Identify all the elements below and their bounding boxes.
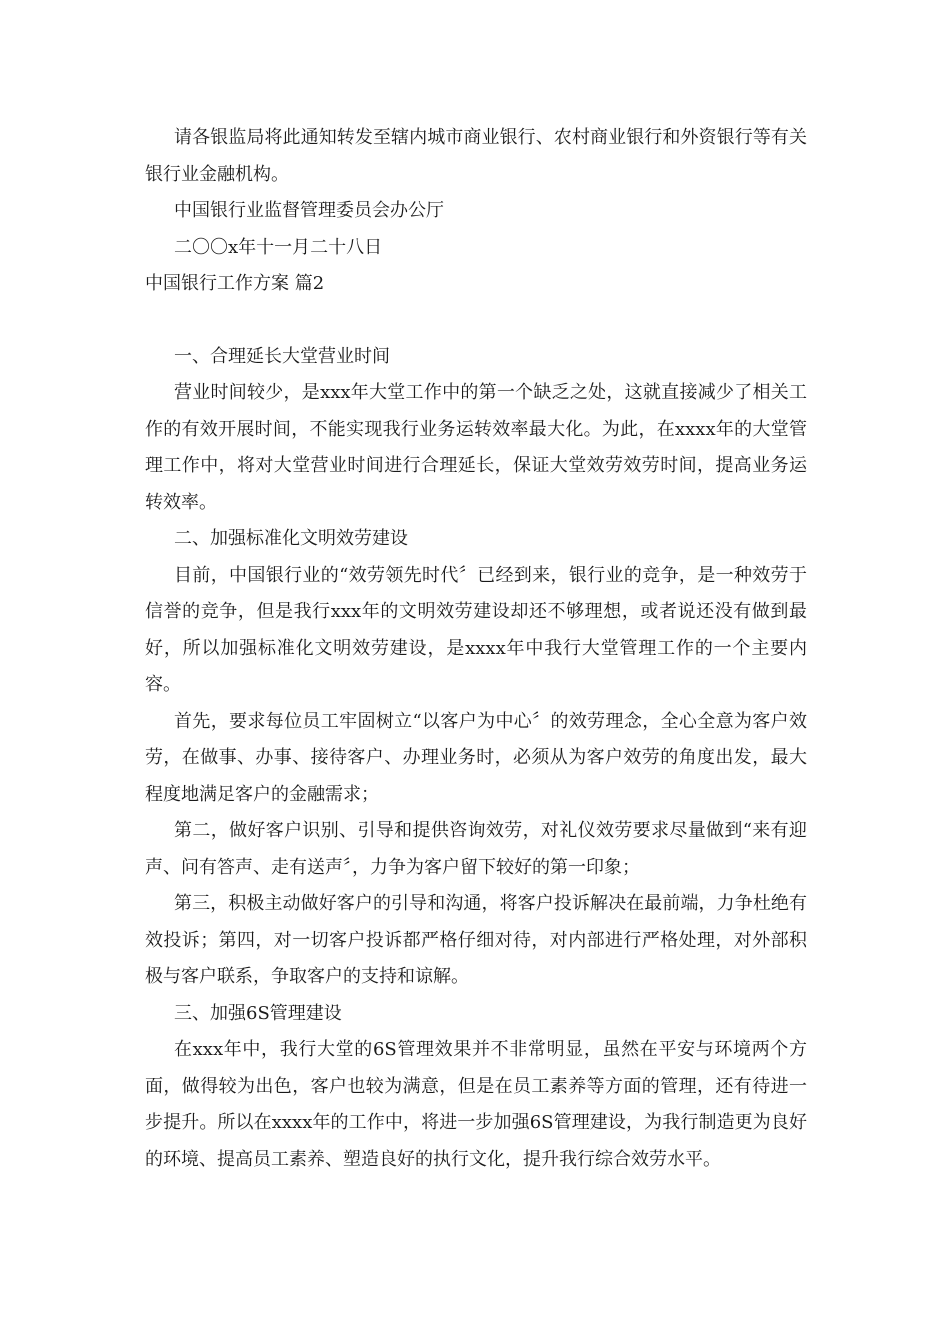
paragraph-third: 第三，积极主动做好客户的引导和沟通，将客户投诉解决在最前端，力争杜绝有效投诉；第四，对一切客户投诉都严格仔细对待，对内部进行严格处理，对外部积极与客户联系，争取客户的支持和谅解。 xyxy=(145,893,807,987)
document-body xyxy=(145,120,807,1178)
paragraph-second: 第二，做好客户识别、引导和提供咨询效劳，对礼仪效劳要求尽量做到“来有迎声、问有答声、走有送声〞，力争为客户留下较好的第一印象； xyxy=(145,820,807,878)
paragraph-6s: 在xxx年中，我行大堂的6S管理效果并不非常明显，虽然在平安与环境两个方面，做得较为出色，客户也较为满意，但是在员工素养等方面的管理，还有待进一步提升。所以在xxxx年的工作中，将进一步加强6S管理建设，为我行制造更为良好的环境、提高员工素养、塑造良好的执行文化，提升我行综合效劳水平。 xyxy=(145,1039,807,1170)
paragraph-first: 首先，要求每位员工牢固树立“以客户为中心〞的效劳理念，全心全意为客户效劳，在做事、办事、接待客户、办理业务时，必须从为客户效劳的角度出发，最大程度地满足客户的金融需求； xyxy=(145,710,807,805)
heading-standard-service: 二、加强标准化文明效劳建设 xyxy=(174,528,408,549)
paragraph-forward-notice: 请各银监局将此通知转发至辖内城市商业银行、农村商业银行和外资银行等有关银行业金融机构。 xyxy=(145,127,807,185)
section-title: 中国银行工作方案 篇2 xyxy=(145,273,325,294)
heading-6s: 三、加强6S管理建设 xyxy=(174,1002,342,1024)
blank-line xyxy=(145,303,807,339)
heading-extend-hours: 一、合理延长大堂营业时间 xyxy=(174,345,390,367)
paragraph-extend-hours: 营业时间较少，是xxx年大堂工作中的第一个缺乏之处，这就直接减少了相关工作的有效开展时间，不能实现我行业务运转效率最大化。为此，在xxxx年的大堂管理工作中，将对大堂营业时间进行合理延长，保证大堂效劳效劳时间，提高业务运转效率。 xyxy=(145,382,807,513)
paragraph-standard-service: 目前，中国银行业的“效劳领先时代〞已经到来，银行业的竞争，是一种效劳于信誉的竞争，但是我行xxx年的文明效劳建设却还不够理想，或者说还没有做到最好，所以加强标准化文明效劳建设，是xxxx年中我行大堂管理工作的一个主要内容。 xyxy=(145,564,807,695)
paragraph-issuer: 中国银行业监督管理委员会办公厅 xyxy=(174,200,444,221)
paragraph-date: 二〇〇x年十一月二十八日 xyxy=(174,236,383,258)
